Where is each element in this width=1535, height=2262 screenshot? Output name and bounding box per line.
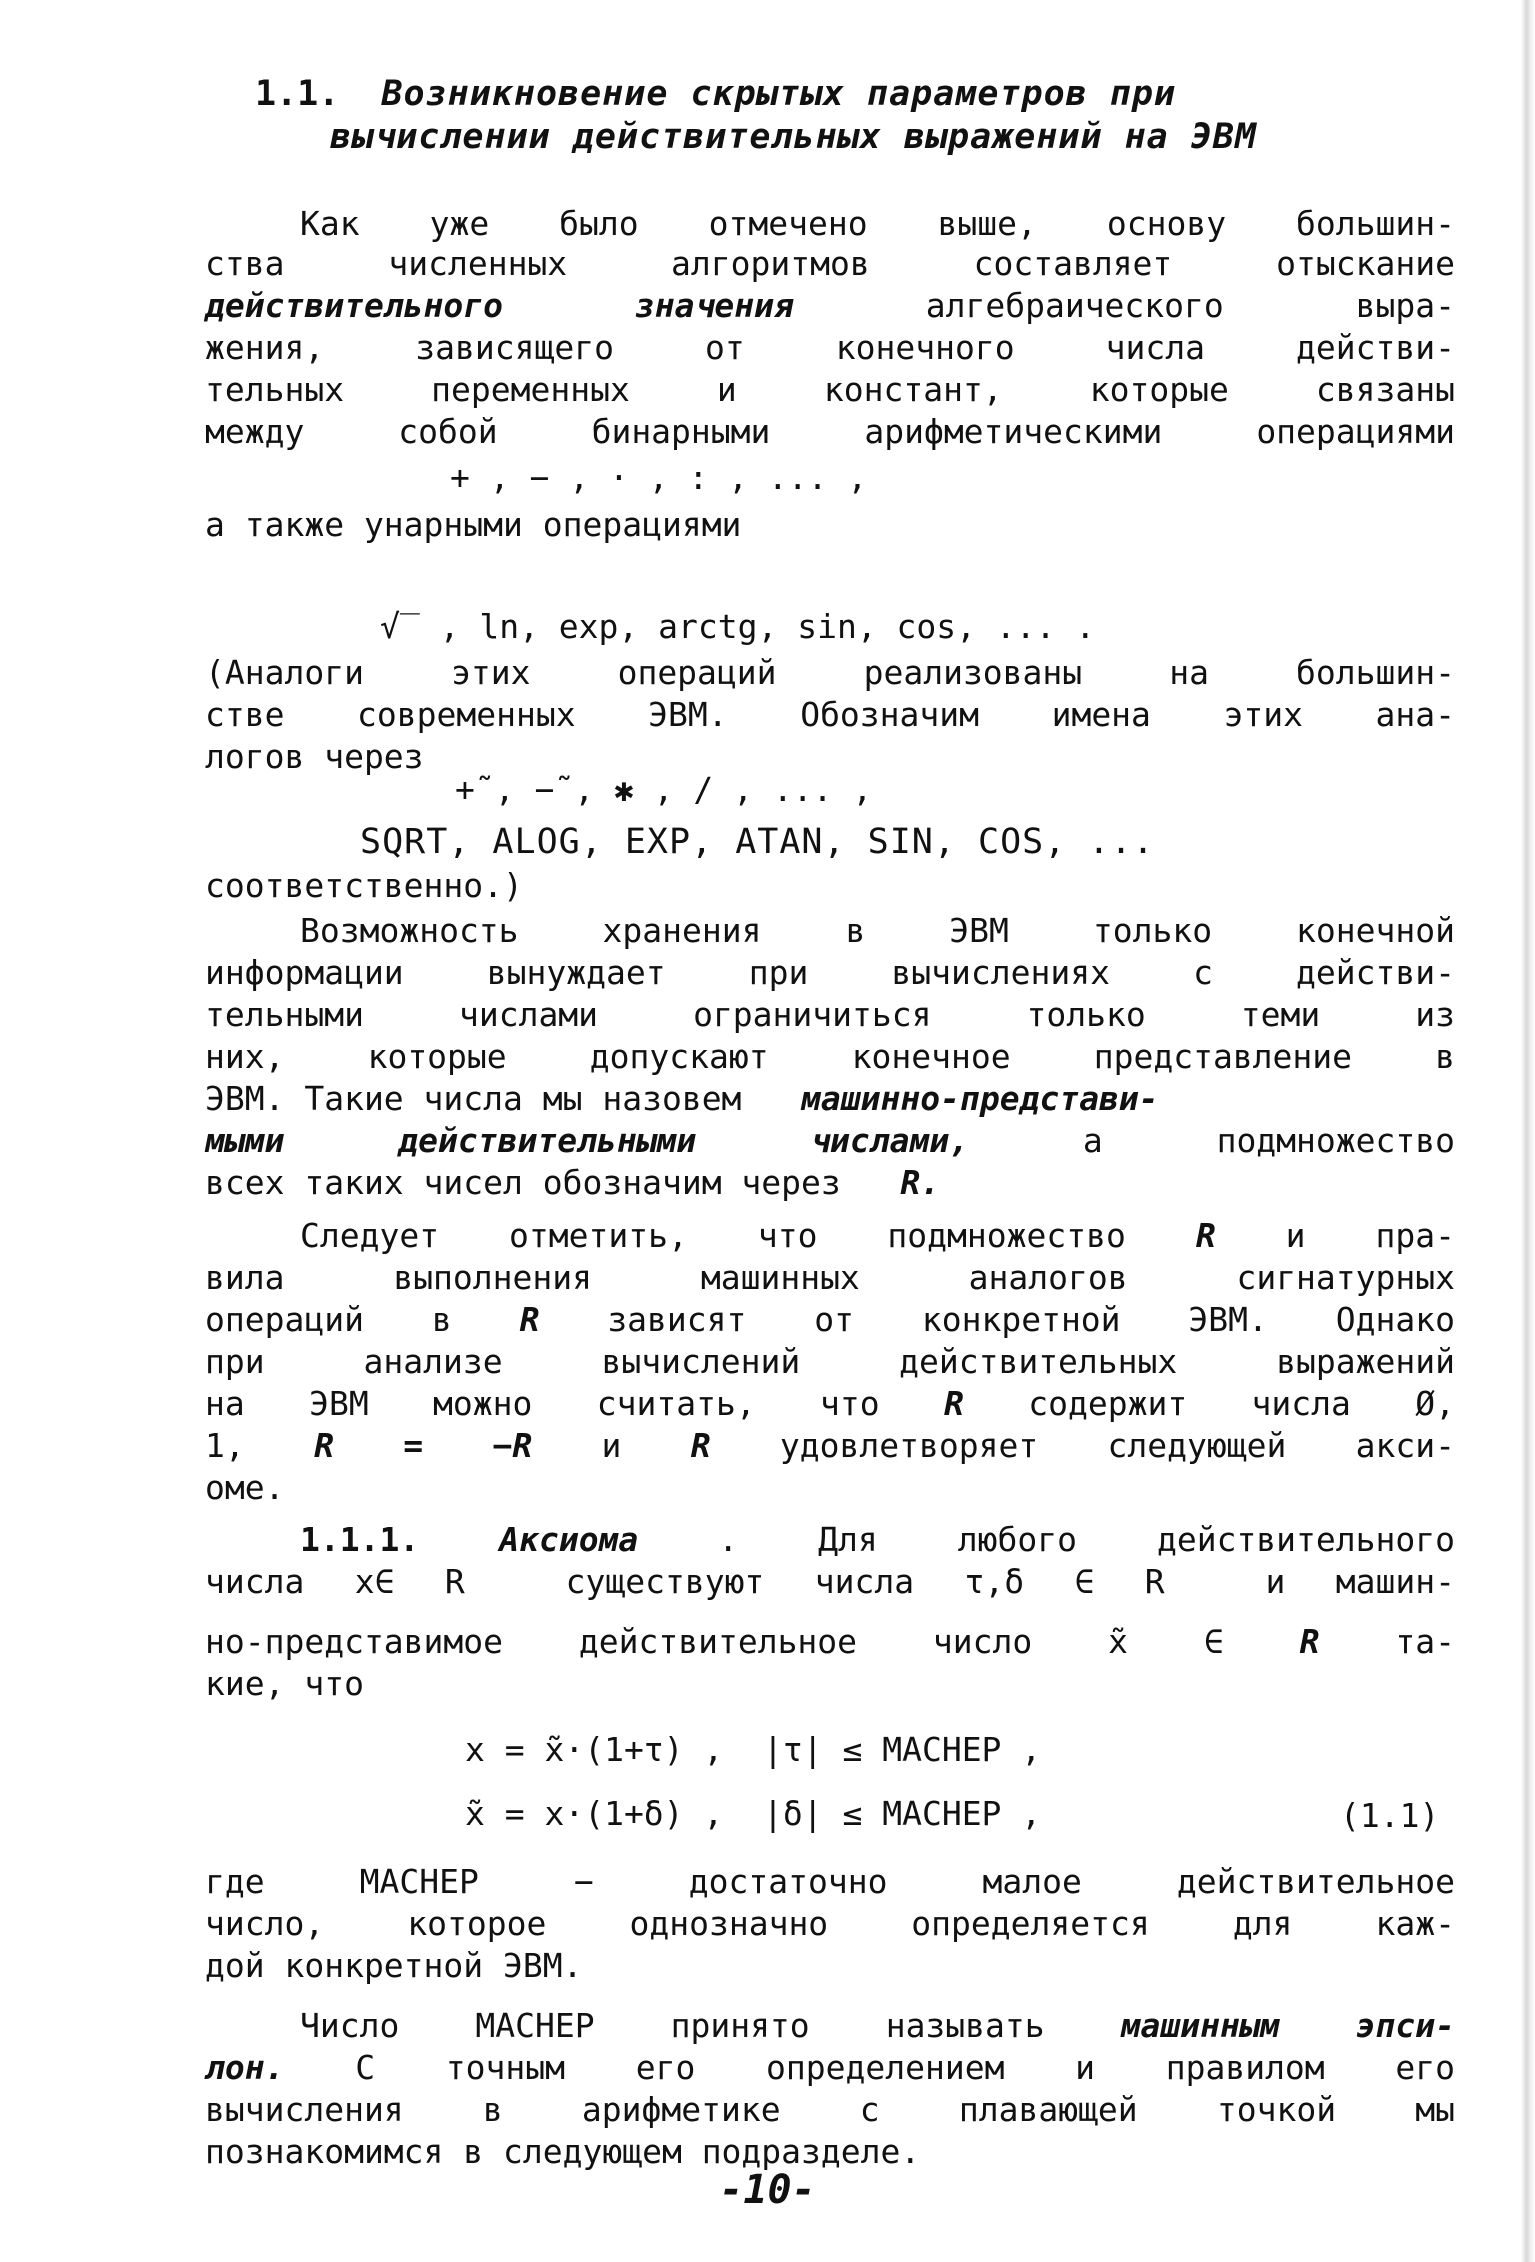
term-machine-epsilon: машинным эпси-: [1120, 2006, 1455, 2045]
para4-line3: дой конкретной ЭВМ.: [205, 1946, 583, 1985]
section-number: 1.1.: [255, 74, 340, 114]
term-machine-epsilon-end: лон.: [205, 2048, 285, 2087]
term-machine-real-numbers: мыми действительными числами,: [205, 1121, 970, 1160]
function-names: SQRT, ALOG, EXP, ATAN, SIN, COS, ...: [360, 822, 1155, 862]
formula-1: x = x̃·(1+τ) , |τ| ≤ MACHEP ,: [465, 1730, 1042, 1769]
para3-line1: [300, 1216, 1455, 1256]
para3-line3: [205, 1300, 1455, 1340]
para1-line7: а также унарными операциями: [205, 505, 742, 544]
machine-operations: +̃ , −̃ , ✱ , / , ... ,: [455, 770, 873, 809]
para2-line4: них, которые допускают конечное представление в: [205, 1037, 1455, 1076]
para1-line9: стве современных ЭВМ. Обозначим имена этих ана-: [205, 695, 1455, 734]
para2-line5: [205, 1079, 1455, 1119]
para2-line3: тельными числами ограничиться только теми из: [205, 995, 1455, 1034]
para1-line3-rest: алгебраического выра-: [925, 286, 1455, 325]
symbol-R: R.: [900, 1163, 941, 1202]
para1-line1: Как уже было отмечено выше, основу большин-: [300, 204, 1455, 243]
para5-line1-a: Число MACHEP принято называть: [300, 2006, 1045, 2045]
para1-line6: между собой бинарными арифметическими операциями: [205, 412, 1455, 451]
axiom-line1: [300, 1520, 1455, 1560]
axiom-number: 1.1.1.: [300, 1520, 420, 1559]
term-machine-representable: машинно-представи-: [801, 1079, 1159, 1118]
term-real-value: действительного значения: [205, 286, 794, 325]
para3-line6-b: и: [601, 1426, 622, 1465]
para5-line4: познакомимся в следующем подразделе.: [205, 2132, 921, 2171]
para3-line6-c: удовлетворяет следующей акси-: [779, 1426, 1455, 1465]
para3-line3-a: операций в: [205, 1300, 452, 1339]
para5-line3: вычисления в арифметике с плавающей точкой мы: [205, 2090, 1455, 2129]
para1-line10: логов через: [205, 737, 424, 776]
para1-line11: соответственно.): [205, 866, 523, 905]
para3-line2: вила выполнения машинных аналогов сигнатурных: [205, 1258, 1455, 1297]
para5-line1: [300, 2006, 1455, 2046]
axiom-label: Аксиома: [499, 1520, 639, 1559]
section-heading-line1: [255, 74, 1505, 114]
axiom-line1-rest: . Для любого действительного: [718, 1520, 1455, 1559]
para3-line6: [205, 1426, 1455, 1466]
page-edge-shadow: [1521, 0, 1535, 2262]
para3-line3-b: зависят от конкретной ЭВМ. Однако: [607, 1300, 1455, 1339]
para3-line7: оме.: [205, 1468, 285, 1507]
para4-line2: число, которое однозначно определяется для каж-: [205, 1904, 1455, 1943]
para2-line6: [205, 1121, 1455, 1161]
axiom-line4: кие, что: [205, 1664, 364, 1703]
para2-line6-rest: а подмножество: [1082, 1121, 1455, 1160]
symbol-R: R: [944, 1384, 964, 1423]
para2-line5-text: ЭВМ. Такие числа мы назовем: [205, 1079, 742, 1118]
section-heading-line2: [330, 117, 1535, 157]
para2-line2: информации вынуждает при вычислениях с действи-: [205, 953, 1455, 992]
para4-line1: где MACHEP − достаточно малое действительное: [205, 1862, 1455, 1901]
axiom-line3: [205, 1622, 1455, 1662]
para1-line5: тельных переменных и констант, которые связаны: [205, 370, 1455, 409]
para1-line3: [205, 286, 1455, 326]
symbol-R: R: [1195, 1216, 1216, 1255]
symbol-R: R: [690, 1426, 711, 1465]
symbol-R: R: [519, 1300, 540, 1339]
para1-line2: ства численных алгоритмов составляет отыскание: [205, 244, 1455, 283]
para3-line4: при анализе вычислений действительных выражений: [205, 1342, 1455, 1381]
formula-2: x̃ = x·(1+δ) , |δ| ≤ MACHEP ,: [465, 1794, 1042, 1833]
unary-operations: √‾ , ln, exp, arctg, sin, cos, ... .: [380, 607, 1096, 646]
equation-number: (1.1): [1340, 1796, 1440, 1835]
para3-line1-b: и пра-: [1285, 1216, 1455, 1255]
para2-line7-text: всех таких чисел обозначим через: [205, 1163, 841, 1202]
para1-line8: (Аналоги этих операций реализованы на большин-: [205, 653, 1455, 692]
axiom-line3-b: та-: [1395, 1622, 1456, 1661]
para5-line2-rest: С точным его определением и правилом его: [355, 2048, 1455, 2087]
axiom-line2: числа x∈ R существуют числа τ,δ ∈ R и машин-: [205, 1562, 1455, 1601]
para5-line2: [205, 2048, 1455, 2088]
axiom-line3-a: но-представимое действительное число x̃ ∈: [205, 1622, 1224, 1661]
para2-line1: Возможность хранения в ЭВМ только конечной: [300, 911, 1455, 950]
section-title-part2: вычислении действительных выражений на ЭВМ: [330, 117, 1258, 157]
para3-line5-a: на ЭВМ можно считать, что: [205, 1384, 880, 1423]
section-title-part1: Возникновение скрытых параметров при: [381, 74, 1177, 114]
page-number: -10-: [719, 2167, 816, 2213]
para3-line5: [205, 1384, 1455, 1424]
binary-operations: + , − , · , : , ... ,: [450, 458, 868, 497]
equation-R-neg-R: R = −R: [314, 1426, 533, 1465]
para3-line5-b: содержит числа Ø,: [1028, 1384, 1455, 1423]
para3-line1-a: Следует отметить, что подмножество: [300, 1216, 1126, 1255]
para1-line4: жения, зависящего от конечного числа действи-: [205, 328, 1455, 367]
symbol-R: R: [1299, 1622, 1320, 1661]
para3-line6-a: 1,: [205, 1426, 245, 1465]
para2-line7: [205, 1163, 1455, 1203]
